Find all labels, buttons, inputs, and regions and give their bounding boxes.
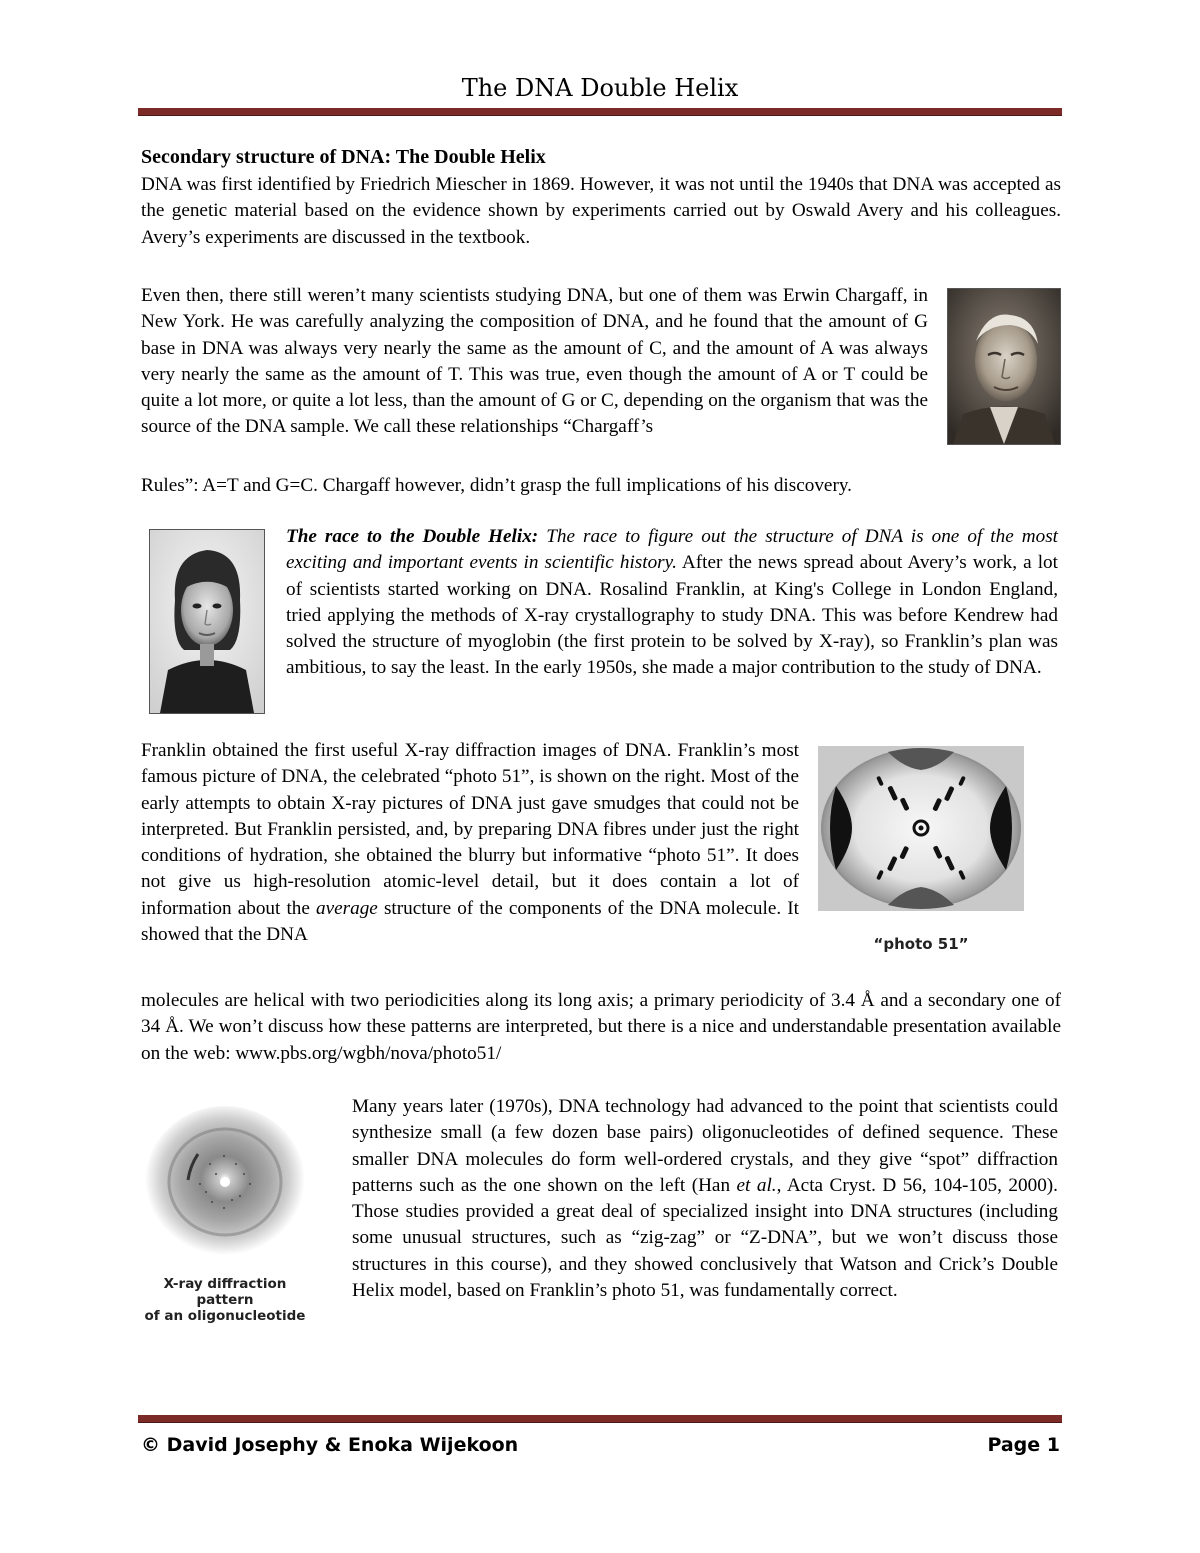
paragraph-chargaff-rules: Rules”: A=T and G=C. Chargaff however, didn’t grasp the full implications of his discovery. <box>141 475 852 496</box>
footer-copyright: © David Josephy & Enoka Wijekoon <box>141 1434 519 1456</box>
oligonucleotide-caption-line1: X-ray diffraction pattern <box>163 1276 287 1308</box>
oligo-italic: et al. <box>736 1174 777 1196</box>
race-rest: After the news spread about Avery’s work, a lot of scientists started working on DNA. Rosalind Franklin, at King's College in London England, tried applying the methods of X-ray crystallography to study DNA. This was before Kendrew had solved the structure of myoglobin (the first protein to be solved by X-ray), so Franklin’s plan was ambitious, to say the least. In the early 1950s, she made a major contribution to the study of DNA. <box>286 552 1058 679</box>
footer-rule <box>138 1415 1062 1423</box>
photo51-italic: average <box>316 897 378 919</box>
oligo-text-a: Many years later (1970s), DNA technology had advanced to the point that scientists could synthesize small (a few dozen base pairs) oligonucleotides of defined sequence. These smaller DNA molecules do form well-ordered crystals, and they give “spot” diffraction patterns such as the one shown on the left (Han <box>352 1096 1058 1196</box>
page-title: The DNA Double Helix <box>461 74 739 102</box>
franklin-portrait-image <box>149 529 265 714</box>
footer-page-number: Page 1 <box>987 1434 1060 1456</box>
photo51-text-a: Franklin obtained the first useful X-ray diffraction images of DNA. Franklin’s most famous picture of DNA, the celebrated “photo 51”, is shown on the right. Most of the early attempts to obtain X-ray pictures of DNA just gave smudges that could not be interpreted. But Franklin persisted, and, by preparing DNA fibres under just the right conditions of hydration, she obtained the blurry but informative “photo 51”. It does not give us high-resolution atomic-level detail, but it does contain a lot of information about the <box>141 740 799 919</box>
photo51-text-b: structure of the components of the DNA molecule. It showed that the DNA <box>141 897 799 946</box>
paragraph-periodicity: molecules are helical with two periodicities along its long axis; a primary periodicity of 3.4 Å and a secondary one of 34 Å. We won’t discuss how these patterns are interpreted, but there is a nice and understandable presentation available on the web: www.pbs.org/wgbh/nova/photo51/ <box>141 990 1061 1064</box>
oligonucleotide-caption-line2: of an oligonucleotide <box>144 1308 306 1324</box>
paragraph-chargaff: Even then, there still weren’t many scientists studying DNA, but one of them was Erwin Chargaff, in New York. He was carefully analyzing the composition of DNA, and he found that the amount of G base in DNA was always very nearly the same as the amount of C, and the amount of A was always very nearly the same as the amount of T. This was true, even though the amount of A or T could be quite a lot more, or quite a lot less, than the amount of G or C, depending on the organism that was the source of the DNA sample. We call these relationships “Chargaff’s <box>141 285 928 438</box>
photo51-caption: “photo 51” <box>873 935 969 953</box>
oligonucleotide-diffraction-image <box>140 1104 310 1268</box>
paragraph-race <box>286 524 1058 682</box>
photo51-image <box>818 746 1024 911</box>
oligonucleotide-caption <box>140 1276 310 1324</box>
paragraph-oligonucleotides <box>352 1094 1058 1304</box>
paragraph-intro: DNA was first identified by Friedrich Miescher in 1869. However, it was not until the 1940s that DNA was accepted as the genetic material based on the evidence shown by experiments carried out by Oswald Avery and his colleagues. Avery’s experiments are discussed in the textbook. <box>141 174 1061 248</box>
paragraph-photo51 <box>141 738 799 948</box>
section-heading: Secondary structure of DNA: The Double Helix <box>141 146 546 168</box>
oligo-text-b: , Acta Cryst. D 56, 104-105, 2000). Those studies provided a great deal of specialized insight into DNA structures (including some unusual structures, such as “zig-zag” or “Z-DNA”, but we won’t discuss those structures in this course), and they showed conclusively that Watson and Crick’s Double Helix model, based on Franklin’s photo 51, was fundamentally correct. <box>352 1174 1058 1302</box>
race-lead: The race to the Double Helix: <box>286 526 539 547</box>
chargaff-portrait-image <box>947 288 1061 445</box>
race-italic: The race to figure out the structure of DNA is one of the most exciting and important events in scientific history. <box>286 526 1058 574</box>
header-rule <box>138 108 1062 116</box>
